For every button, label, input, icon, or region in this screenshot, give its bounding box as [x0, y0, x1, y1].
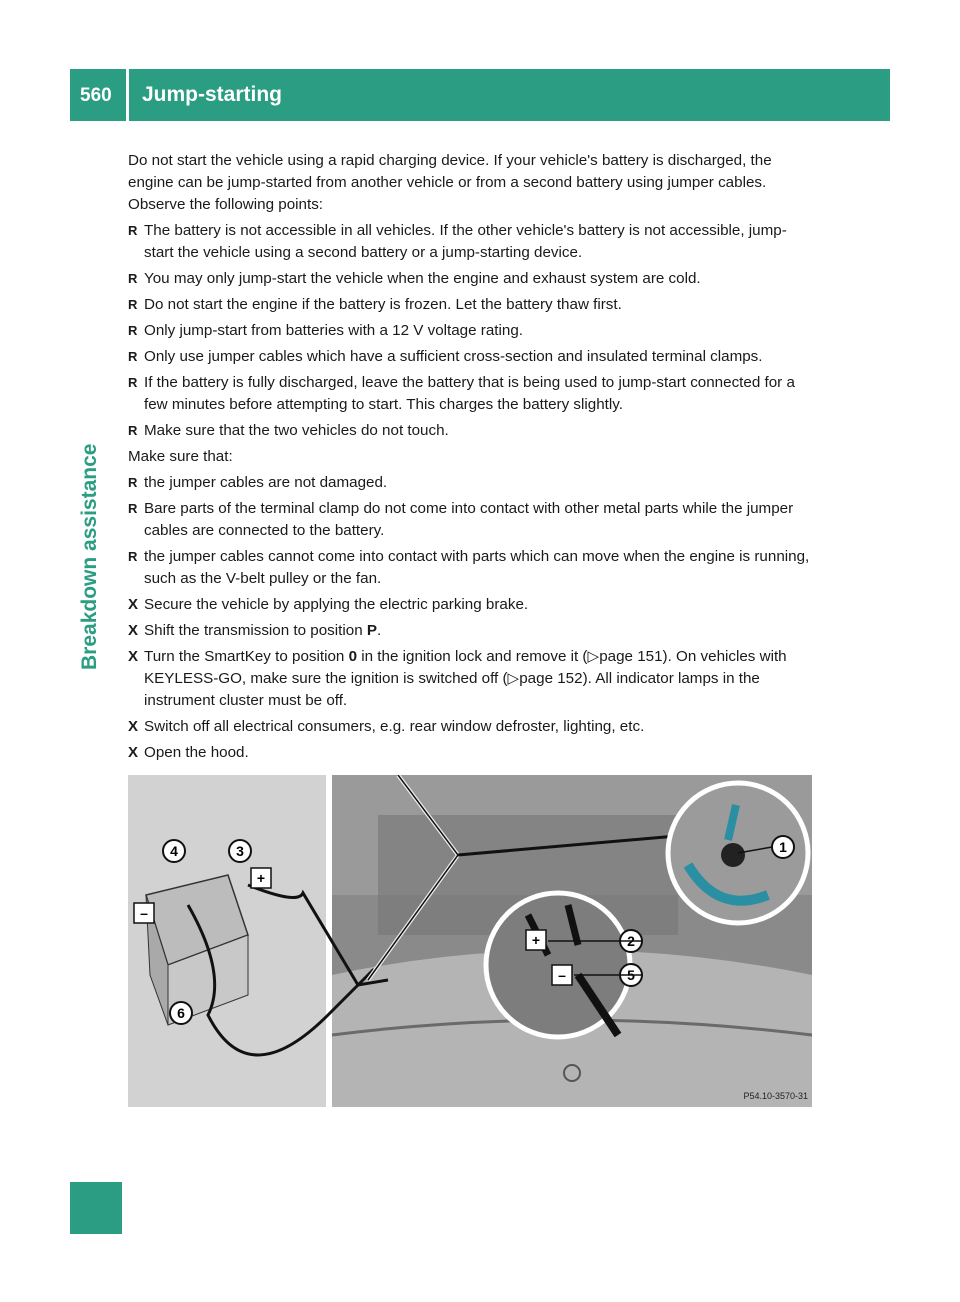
- bullet-marker: R: [128, 375, 138, 390]
- list-item: R the jumper cables are not damaged.: [128, 472, 812, 494]
- step-item: X Shift the transmission to position P.: [128, 620, 812, 642]
- page-content: [128, 150, 812, 768]
- bullet-marker: R: [128, 349, 138, 364]
- minus-label: –: [558, 967, 566, 983]
- section-label: Breakdown assistance: [78, 443, 101, 670]
- step-marker: X: [128, 622, 139, 639]
- list-item: R The battery is not accessible in all vehicles. If the other vehicle's battery is not accessible, jump-start the vehicle using a second battery or a jump-starting device.: [128, 222, 787, 261]
- list-item: R Bare parts of the terminal clamp do not come into contact with other metal parts while the jumper cables are connected to the battery.: [128, 500, 794, 539]
- ref-arrow-icon: ▷: [507, 670, 520, 687]
- page-title: Jump-starting: [142, 83, 283, 106]
- list-item: R You may only jump-start the vehicle when the engine and exhaust system are cold.: [128, 268, 812, 290]
- page-ref-link[interactable]: page 152: [519, 670, 583, 687]
- list-item: R Make sure that the two vehicles do not touch.: [128, 420, 812, 442]
- bullet-marker: R: [128, 223, 138, 238]
- callout-6: 6: [177, 1005, 185, 1021]
- page-header: [70, 69, 890, 121]
- step-marker: X: [128, 648, 139, 665]
- step-marker: X: [128, 718, 139, 735]
- list-item: R Do not start the engine if the battery is frozen. Let the battery thaw first.: [128, 294, 812, 316]
- plus-label: +: [531, 932, 541, 948]
- jump-start-illustration: [128, 775, 812, 1107]
- bullet-marker: R: [128, 501, 138, 516]
- plus-label: +: [256, 870, 266, 886]
- bullet-marker: R: [128, 475, 138, 490]
- page-number: 560: [80, 85, 112, 106]
- bullet-marker: R: [128, 323, 138, 338]
- make-sure-heading: Make sure that:: [128, 448, 233, 465]
- bullet-marker: R: [128, 549, 138, 564]
- ref-arrow-icon: ▷: [587, 648, 600, 665]
- step-item: X Switch off all electrical consumers, e.g. rear window defroster, lighting, etc.: [128, 716, 812, 738]
- step-item: X Secure the vehicle by applying the electric parking brake.: [128, 594, 812, 616]
- header-divider: [126, 69, 129, 121]
- bullet-marker: R: [128, 423, 138, 438]
- figure-credit: P54.10-3570-31: [743, 1091, 808, 1101]
- callout-4: 4: [170, 843, 178, 859]
- list-item: R If the battery is fully discharged, leave the battery that is being used to jump-start connected for a few minutes before attempting to start. This charges the battery slightly.: [128, 374, 795, 413]
- callout-2: 2: [627, 933, 635, 949]
- bullet-marker: R: [128, 271, 138, 286]
- minus-label: –: [140, 905, 148, 921]
- step-marker: X: [128, 744, 139, 761]
- step-item: X Turn the SmartKey to position 0 in the ignition lock and remove it (▷page 151). On vehicles with KEYLESS-GO, make sure the ignition is switched off (▷page 152). All indicator lamps in the instrument cluster must be off.: [128, 648, 787, 709]
- intro-paragraph: Do not start the vehicle using a rapid charging device. If your vehicle's battery is discharged, the engine can be jump-started from another vehicle or from a second battery using jumper cables. Observe the following points:: [128, 152, 772, 213]
- list-item: R the jumper cables cannot come into contact with parts which can move when the engine is running, such as the V-belt pulley or the fan.: [128, 548, 810, 587]
- callout-5: 5: [627, 967, 635, 983]
- section-tab: [70, 1182, 122, 1234]
- step-item: X Open the hood.: [128, 742, 812, 764]
- list-item: R Only use jumper cables which have a sufficient cross-section and insulated terminal clamps.: [128, 346, 812, 368]
- callout-3: 3: [236, 843, 244, 859]
- bullet-marker: R: [128, 297, 138, 312]
- page-ref-link[interactable]: page 151: [599, 648, 663, 665]
- list-item: R Only jump-start from batteries with a 12 V voltage rating.: [128, 320, 812, 342]
- step-marker: X: [128, 596, 139, 613]
- callout-1: 1: [779, 839, 787, 855]
